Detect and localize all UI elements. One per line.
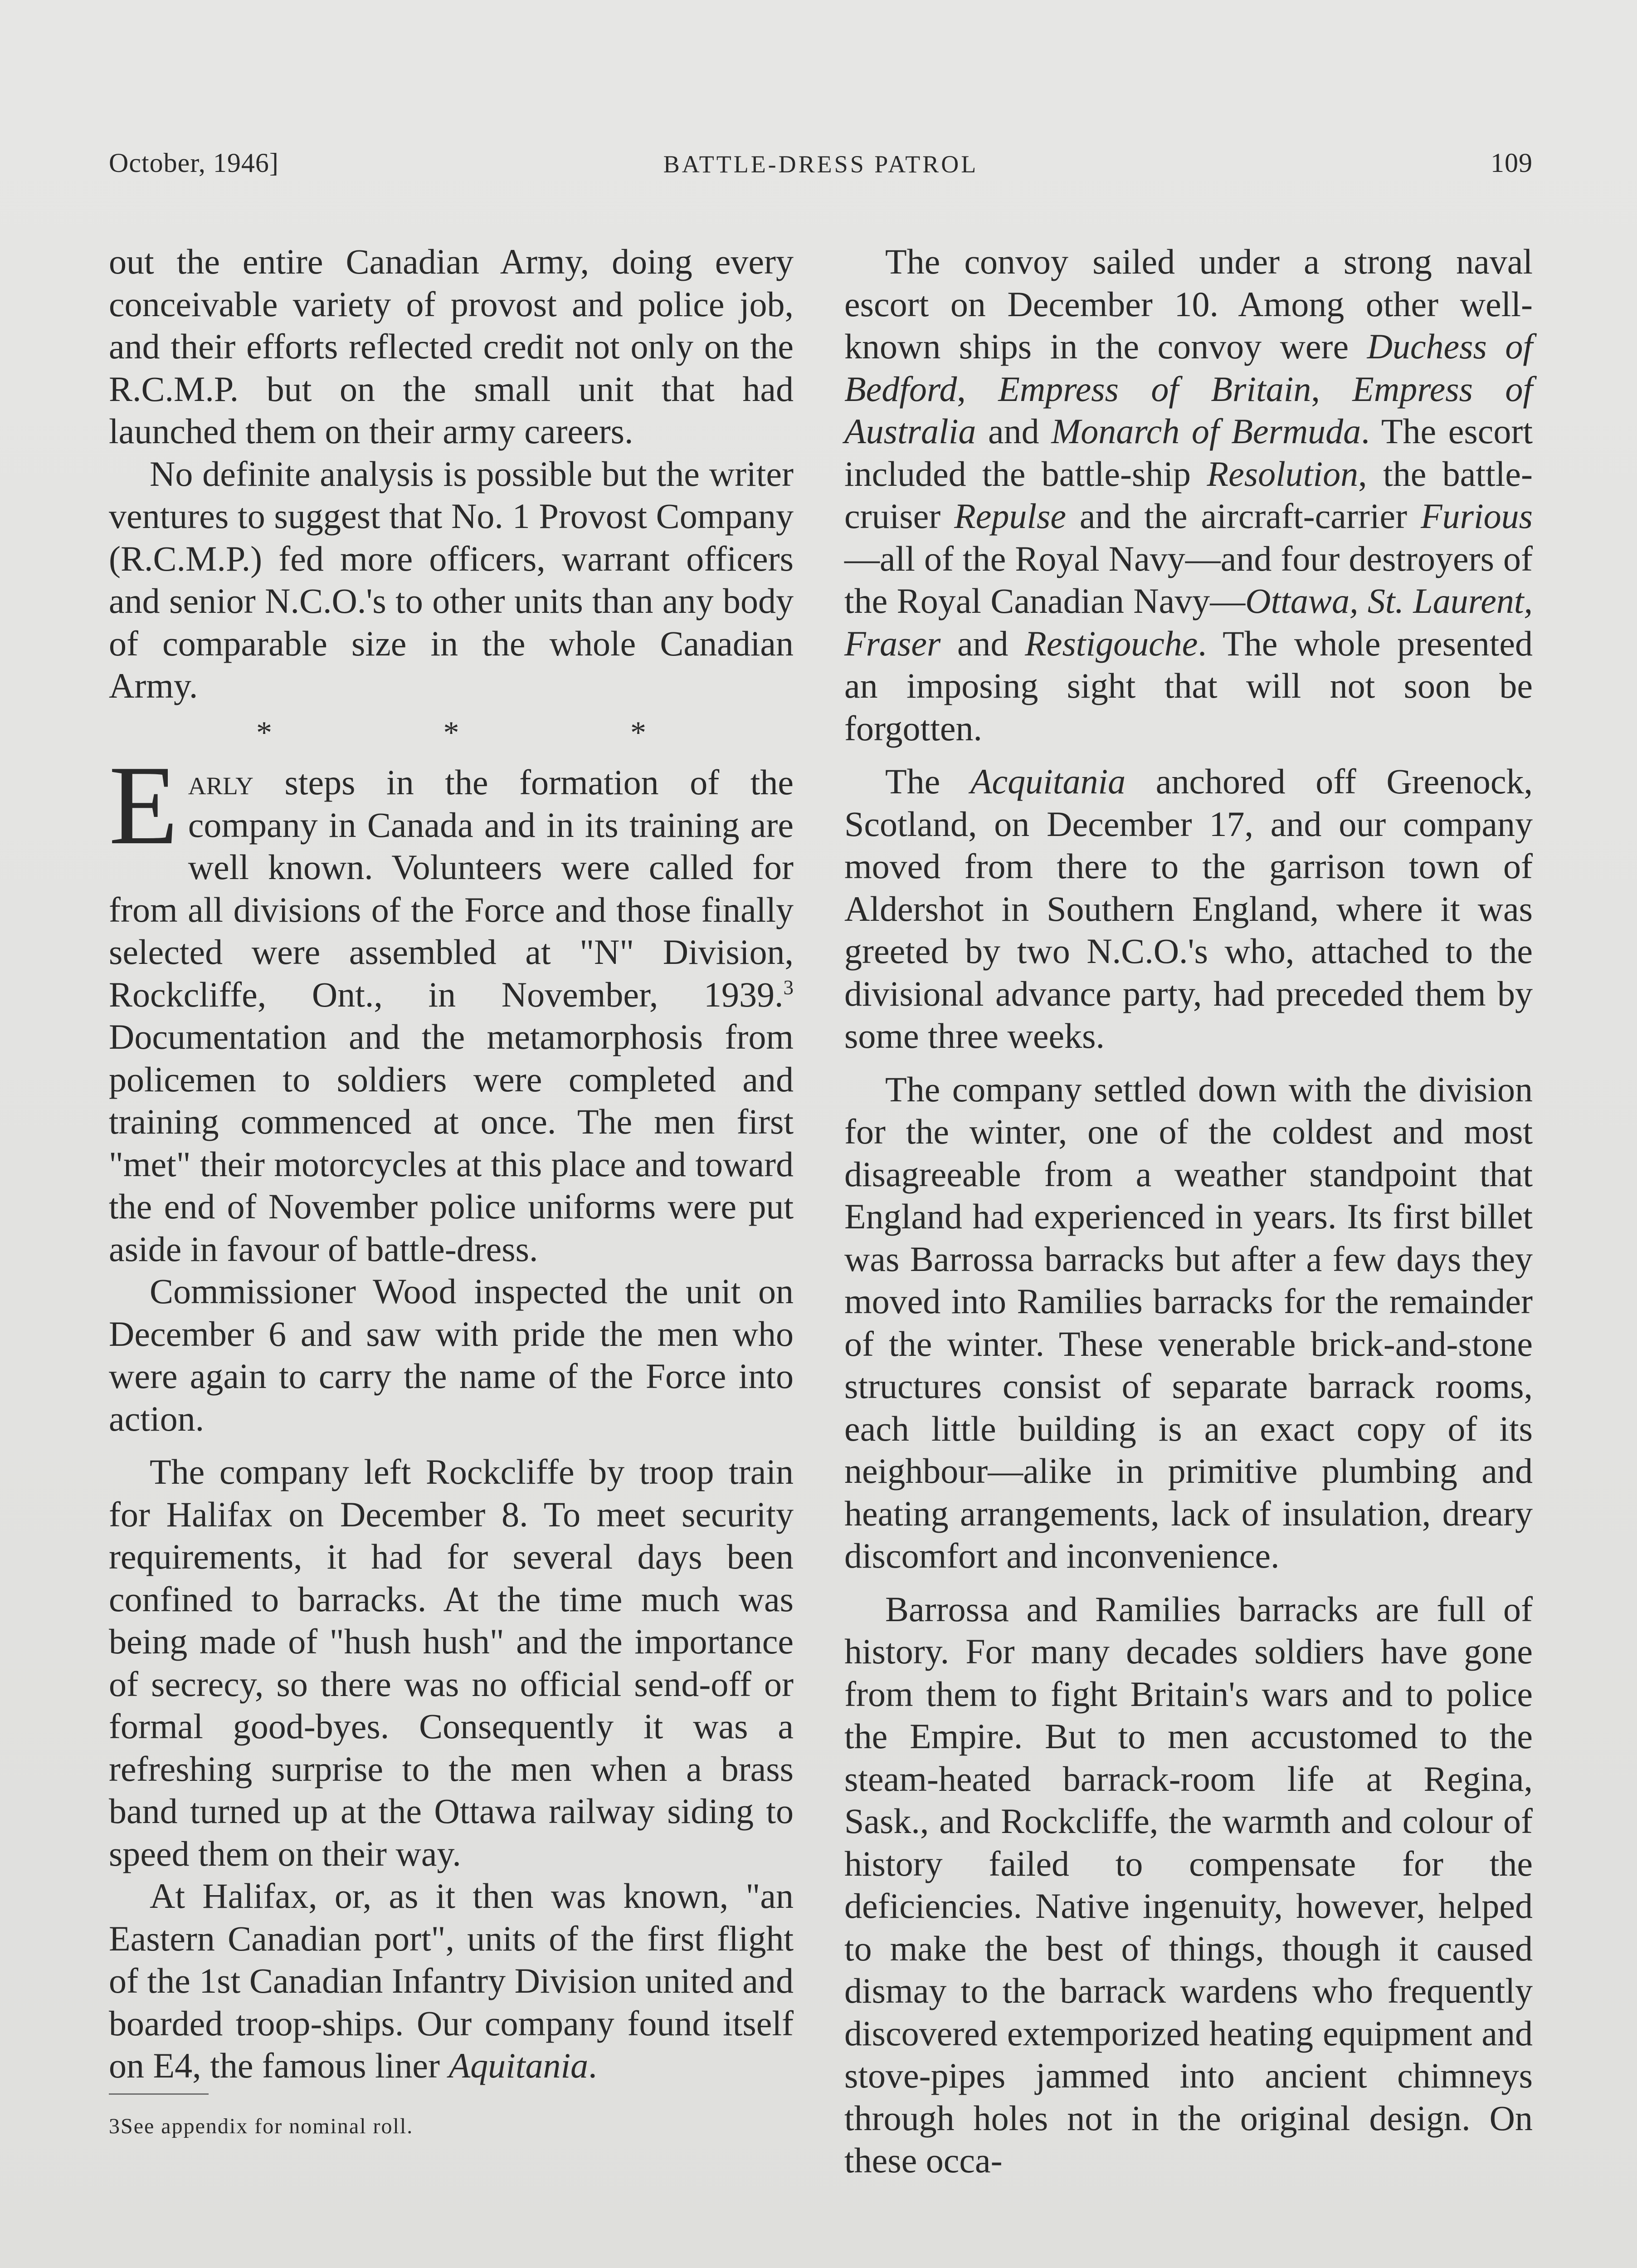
right-column [844, 240, 1533, 2182]
ship-name: Resolution [1207, 454, 1359, 494]
left-column [109, 240, 794, 2140]
footnote-ref: 3 [783, 976, 794, 999]
footnote-rule [109, 2093, 209, 2095]
paragraph-text: . The escort included the battle-ship [844, 411, 1533, 494]
header-date: October, 1946] [109, 148, 279, 178]
drop-cap: E [109, 743, 178, 868]
paragraph: Commissioner Wood inspected the unit on December 6 and saw with pride the men who were again to carry the name of the Force into action. [109, 1271, 794, 1438]
paragraph: out the entire Canadian Army, doing every conceivable variety of provost and police job, and their efforts reflected credit not only on the R.C.M.P. but on the small unit that had launched them on their army careers. [109, 242, 794, 451]
smallcaps-lead: arly [188, 763, 253, 802]
paragraph-text: anchored off Greenock, Scotland, on December 17, and our company moved from there to the garrison town of Aldershot in Southern England, where it was greeted by two N.C.O.'s who, attached to the divisional advance party, had preceded them by some three weeks. [844, 762, 1533, 1056]
paragraph-text: . The whole presented an imposing sight that will not soon be forgotten. [844, 623, 1533, 748]
footnote: 3See appendix for nominal roll. [109, 2114, 414, 2138]
paragraph: The company settled down with the division for the winter, one of the coldest and most disagreeable from a weather standpoint that England had experienced in years. Its first billet was Barrossa barracks but after a few days they moved into Ramilies barracks for the remainder of the winter. These venerable brick-and-stone structures consist of separate barrack rooms, each little building is an exact copy of its neighbour—alike in primitive plumbing and heating arrangements, lack of insulation, dreary discomfort and inconvenience. [844, 1069, 1533, 1575]
paragraph-text: . [588, 2046, 597, 2085]
ship-name: Acquitania [970, 762, 1126, 801]
paragraph [109, 1875, 794, 2087]
ship-name: Repulse [954, 496, 1067, 536]
paragraph: The company left Rockcliffe by troop train for Halifax on December 8. To meet security requirements, it had for several days been confined to barracks. At the time much was being made of "hush hush" and the importance of secrecy, so there was no official send-off or formal good-byes. Consequently it was a refreshing surprise to the men when a brass band turned up at the Ottawa railway siding to speed them on their way. [109, 1452, 794, 1873]
ship-name: Duchess of Bedford [844, 327, 1533, 409]
page-number: 109 [1491, 148, 1533, 178]
running-header [109, 147, 1533, 188]
ship-name: Restigouche [1025, 623, 1198, 663]
paragraph [844, 760, 1533, 1057]
paragraph-text: The convoy sailed under a strong naval escort on December 10. Among other well-known ships in the convoy were [844, 242, 1533, 366]
paragraph [844, 240, 1533, 749]
paragraph-text: —all of the Royal Navy—and four destroyers of the Royal Canadian Navy— [844, 538, 1533, 621]
paragraph-text: At Halifax, or, as it then was known, "an Eastern Canadian port", units of the first flight of the 1st Canadian Infantry Division united and boarded troop-ships. Our company found itself on E4, the famous liner [109, 1876, 794, 2085]
ship-name: Monarch of Bermuda [1051, 411, 1361, 451]
ship-name: Empress of Australia [844, 369, 1533, 451]
ship-name: Ottawa, St. Laurent, Fraser [844, 581, 1533, 663]
section-break: * * * [256, 715, 728, 750]
paragraph-text: and [940, 623, 1025, 663]
ship-name: Furious [1420, 496, 1533, 536]
ship-name: Aquitania [448, 2046, 589, 2085]
paragraph-text: The [885, 762, 970, 801]
ship-name: Empress of Britain [998, 369, 1311, 409]
header-title: BATTLE-DRESS PATROL [663, 151, 979, 178]
paragraph-text: Documentation and the metamorphosis from policemen to soldiers were completed and training commenced at once. The men first "met" their motorcycles at this place and toward the end of November police uniforms were put aside in favour of battle-dress. [109, 1017, 794, 1269]
paragraph-text: , [1311, 369, 1353, 409]
paragraph-text: steps in the formation of the company in Canada and in its training are well known. Volunteers were called for from all divisions of the Force and those finally selected were assembled at "N" Division, Rockcliffe, Ont., in November, 1939. [109, 763, 794, 1014]
paragraph-text: , [957, 369, 999, 409]
paragraph-text: and the aircraft-carrier [1066, 496, 1421, 536]
paragraph-with-dropcap [109, 743, 794, 1270]
paragraph-text: , the battle-cruiser [844, 454, 1533, 536]
paragraph-text: and [976, 411, 1052, 451]
paragraph: No definite analysis is possible but the writer ventures to suggest that No. 1 Provost Company (R.C.M.P.) fed more officers, warrant officers and senior N.C.O.'s to other units than any body of comparable size in the whole Canadian Army. [109, 454, 794, 705]
paragraph: Barrossa and Ramilies barracks are full of history. For many decades soldiers have gone from them to fight Britain's wars and to police the Empire. But to men accustomed to the steam-heated barrack-room life at Regina, Sask., and Rockcliffe, the warmth and colour of history failed to compensate for the deficiencies. Native ingenuity, however, helped to make the best of things, though it caused dismay to the barrack wardens who frequently discovered extemporized heating equipment and stove-pipes jammed into ancient chimneys through holes not in the original design. On these occa- [844, 1589, 1533, 2180]
